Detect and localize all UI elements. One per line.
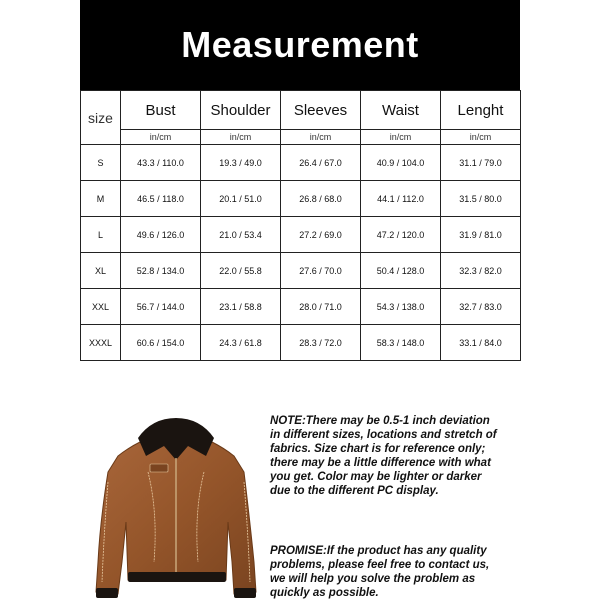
- table-cell: 32.3 / 82.0: [441, 253, 521, 289]
- column-header-bust: Bust: [121, 91, 201, 130]
- table-cell: 58.3 / 148.0: [361, 325, 441, 361]
- page-title: Measurement: [181, 24, 419, 65]
- table-cell: 31.9 / 81.0: [441, 217, 521, 253]
- table-cell: 26.4 / 67.0: [281, 145, 361, 181]
- note-text: NOTE:There may be 0.5-1 inch deviation in different sizes, locations and stretch of fabrics. Size chart is for reference only; there may be a little difference with what you get. Color may be lighter or darker due to the different PC display.: [270, 415, 497, 497]
- table-cell: 28.0 / 71.0: [281, 289, 361, 325]
- table-cell: 50.4 / 128.0: [361, 253, 441, 289]
- size-chart-table: [80, 90, 521, 361]
- column-header-waist: Waist: [361, 91, 441, 130]
- table-cell: 19.3 / 49.0: [201, 145, 281, 181]
- table-cell: 26.8 / 68.0: [281, 181, 361, 217]
- header-banner: [80, 0, 520, 90]
- unit-label: in/cm: [281, 130, 361, 145]
- table-cell: 28.3 / 72.0: [281, 325, 361, 361]
- table-cell: 27.6 / 70.0: [281, 253, 361, 289]
- table-cell: 52.8 / 134.0: [121, 253, 201, 289]
- size-column-header: size: [81, 91, 121, 145]
- table-cell: 44.1 / 112.0: [361, 181, 441, 217]
- table-cell: 43.3 / 110.0: [121, 145, 201, 181]
- table-cell: 54.3 / 138.0: [361, 289, 441, 325]
- size-label: XL: [81, 253, 121, 289]
- size-label: XXL: [81, 289, 121, 325]
- promise-text: PROMISE:If the product has any quality problems, please feel free to contact us, we will help you solve the problem as quickly as possible.: [270, 545, 490, 599]
- table-cell: 32.7 / 83.0: [441, 289, 521, 325]
- unit-label: in/cm: [201, 130, 281, 145]
- table-row: [81, 145, 521, 181]
- table-cell: 20.1 / 51.0: [201, 181, 281, 217]
- column-header-sleeves: Sleeves: [281, 91, 361, 130]
- table-cell: 40.9 / 104.0: [361, 145, 441, 181]
- table-cell: 24.3 / 61.8: [201, 325, 281, 361]
- column-header-shoulder: Shoulder: [201, 91, 281, 130]
- table-cell: 49.6 / 126.0: [121, 217, 201, 253]
- size-label: XXXL: [81, 325, 121, 361]
- table-cell: 56.7 / 144.0: [121, 289, 201, 325]
- unit-label: in/cm: [361, 130, 441, 145]
- table-row: [81, 325, 521, 361]
- table-cell: 21.0 / 53.4: [201, 217, 281, 253]
- jacket-image: [88, 412, 264, 600]
- table-cell: 22.0 / 55.8: [201, 253, 281, 289]
- size-label: M: [81, 181, 121, 217]
- table-row: [81, 181, 521, 217]
- table-cell: 47.2 / 120.0: [361, 217, 441, 253]
- table-row: [81, 289, 521, 325]
- size-label: L: [81, 217, 121, 253]
- table-cell: 23.1 / 58.8: [201, 289, 281, 325]
- table-cell: 31.1 / 79.0: [441, 145, 521, 181]
- table-row: [81, 217, 521, 253]
- column-header-length: Lenght: [441, 91, 521, 130]
- table-cell: 27.2 / 69.0: [281, 217, 361, 253]
- table-cell: 33.1 / 84.0: [441, 325, 521, 361]
- table-row: [81, 253, 521, 289]
- size-label: S: [81, 145, 121, 181]
- unit-label: in/cm: [441, 130, 521, 145]
- table-cell: 31.5 / 80.0: [441, 181, 521, 217]
- unit-label: in/cm: [121, 130, 201, 145]
- table-cell: 46.5 / 118.0: [121, 181, 201, 217]
- table-cell: 60.6 / 154.0: [121, 325, 201, 361]
